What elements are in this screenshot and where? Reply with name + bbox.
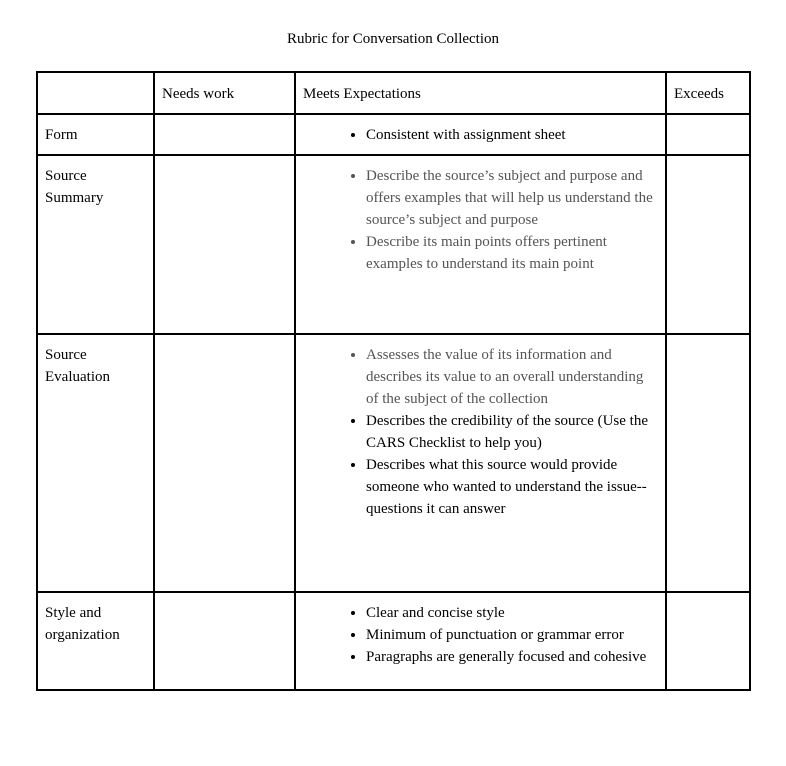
- bullet-item: • Describes what this source would provide someone who wanted to understand the issue-- questions it can answer: [366, 454, 657, 520]
- row-label-style-organization: Style and organization: [37, 592, 154, 690]
- header-cell-meets-expectations: Meets Expectations: [295, 72, 666, 114]
- bullet-item: • Clear and concise style: [366, 602, 657, 624]
- table-row-source-evaluation: [37, 334, 750, 592]
- table-row-form: [37, 114, 750, 155]
- bullet-item: • Assesses the value of its information and describes its value to an overall understanding of the subject of the collection: [366, 344, 657, 410]
- needs-work-cell-form: [154, 114, 295, 155]
- meets-expectations-cell-source-evaluation: [295, 334, 666, 592]
- bullet-item: • Describe the source’s subject and purpose and offers examples that will help us understand the source’s subject and purpose: [366, 165, 657, 231]
- exceeds-cell-source-evaluation: [666, 334, 750, 592]
- meets-expectations-cell-style-organization: [295, 592, 666, 690]
- table-row-style-organization: [37, 592, 750, 690]
- meets-expectations-cell-source-summary: [295, 155, 666, 334]
- header-row: [37, 72, 750, 114]
- row-label-source-summary: Source Summary: [37, 155, 154, 334]
- bullet-list-source-summary: [303, 165, 657, 275]
- table-row-source-summary: [37, 155, 750, 334]
- header-cell-exceeds: Exceeds: [666, 72, 750, 114]
- bullet-list-source-evaluation: [303, 344, 657, 520]
- page-title: Rubric for Conversation Collection: [286, 31, 500, 47]
- row-label-form: Form: [37, 114, 154, 155]
- exceeds-cell-source-summary: [666, 155, 750, 334]
- bullet-list-form: [303, 124, 657, 146]
- rubric-table: [36, 71, 751, 691]
- needs-work-cell-source-summary: [154, 155, 295, 334]
- needs-work-cell-source-evaluation: [154, 334, 295, 592]
- bullet-item: • Minimum of punctuation or grammar error: [366, 624, 657, 646]
- needs-work-cell-style-organization: [154, 592, 295, 690]
- exceeds-cell-style-organization: [666, 592, 750, 690]
- row-label-source-evaluation: Source Evaluation: [37, 334, 154, 592]
- bullet-item: • Describes the credibility of the source (Use the CARS Checklist to help you): [366, 410, 657, 454]
- bullet-item: • Describe its main points offers pertinent examples to understand its main point: [366, 231, 657, 275]
- header-cell-needs-work: Needs work: [154, 72, 295, 114]
- bullet-list-style-organization: [303, 602, 657, 668]
- bullet-item: • Consistent with assignment sheet: [366, 124, 657, 146]
- bullet-item: • Paragraphs are generally focused and cohesive: [366, 646, 657, 668]
- meets-expectations-cell-form: [295, 114, 666, 155]
- header-cell-criteria: [37, 72, 154, 114]
- exceeds-cell-form: [666, 114, 750, 155]
